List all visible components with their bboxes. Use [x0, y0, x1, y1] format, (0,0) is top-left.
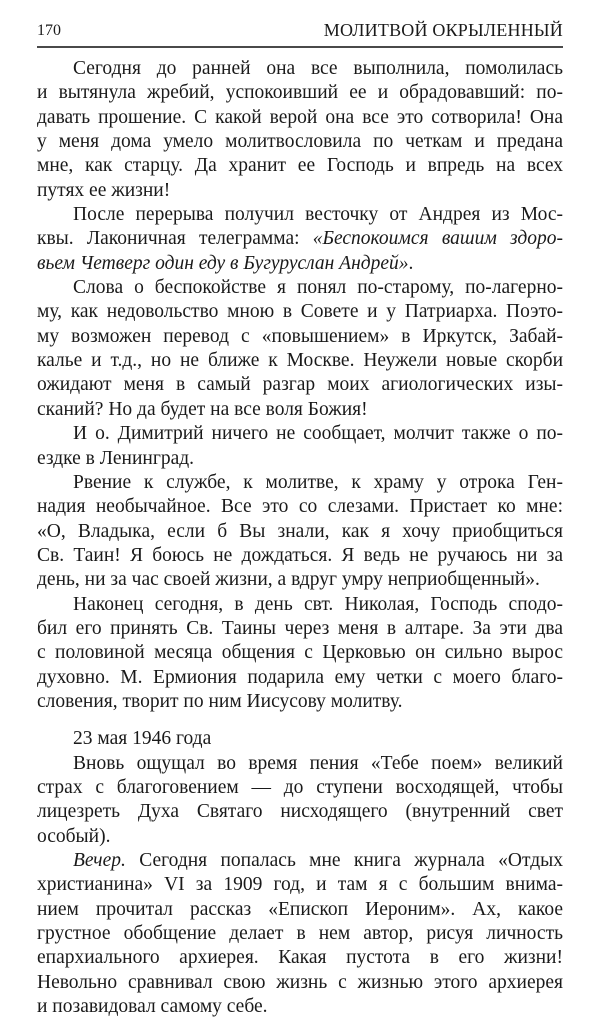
paragraph	[37, 276, 563, 422]
text-line	[37, 849, 563, 873]
running-title: МОЛИТВОЙ ОКРЫЛЕННЫЙ	[323, 20, 563, 40]
text-line: Невольно сравнивал свою жизнь с жизнью этого архиерея	[37, 971, 563, 993]
text-line: Слова о беспокойстве я понял по-старому, по-лагерно-	[73, 277, 563, 299]
telegram-quote: вьем Четверг один еду в Бугуруслан Андрей»	[37, 252, 409, 274]
text-line: путях ее жизни!	[37, 179, 171, 201]
text-line: ездке в Ленинград.	[37, 447, 195, 469]
paragraph	[37, 422, 563, 471]
text-line: му, как недовольство мною в Совете и у Патриарха. Поэто-	[37, 301, 563, 323]
text-line: и позавидовал самому себе.	[37, 996, 268, 1018]
text-line: словения, творит по ним Иисусову молитву.	[37, 690, 403, 712]
page-body	[37, 57, 563, 1019]
diary-date-heading: 23 мая 1946 года	[73, 728, 212, 750]
text-line: духовно. М. Ермиония подарила ему четки с моего благо-	[37, 666, 563, 688]
text-line: с половиной месяца общения с Церковью он сильно вырос	[37, 642, 563, 664]
text-line: мне, как старцу. Да хранит ее Господь и впредь на всех	[37, 155, 563, 177]
text-line: грустное обобщение делает в нем автор, рисуя личность	[37, 923, 563, 945]
text-line: Сегодня до ранней она все выполнила, помолилась	[73, 58, 563, 79]
text-line: калье и т.д., но не ближе к Москве. Неужели новые скорби	[37, 350, 563, 372]
text-line: Вновь ощущал во время пения «Тебе поем» великий	[73, 752, 563, 774]
text-line	[37, 252, 563, 276]
text-line: му возможен перевод с «повышением» в Иркутск, Забай-	[37, 325, 563, 347]
text-line: Наконец сегодня, в день свт. Николая, Господь сподо-	[73, 593, 563, 615]
text-line	[37, 227, 563, 251]
paragraph	[37, 849, 563, 1019]
section-gap	[37, 714, 563, 727]
text-line: и вытянула жребий, успокоивший ее и обрадовавший: по-	[37, 82, 563, 104]
paragraph	[37, 593, 563, 715]
text-line: надия необычайное. Все это со слезами. Пристает ко мне:	[37, 496, 563, 518]
text-line: сканий? Но да будет на все воля Божия!	[37, 398, 368, 420]
text-line: у меня дома умело молитвословила по четкам и предана	[37, 131, 563, 153]
paragraph	[37, 752, 563, 849]
text-line: Рвение к службе, к молитве, к храму у отрока Ген-	[73, 471, 563, 493]
evening-label: Вечер.	[73, 850, 126, 871]
text-line: бил его принять Св. Таины через меня в алтаре. За эти два	[37, 617, 563, 639]
text-line: особый).	[37, 825, 111, 847]
text-line: ожидают меня в самый разгар моих агиологических изы-	[37, 374, 563, 396]
text-line: день, ни за час своей жизни, а вдруг умру неприобщенный».	[37, 569, 540, 591]
text-line: страх с благоговением — до ступени восходящей, чтобы	[37, 776, 563, 798]
text-segment: Сегодня попалась мне книга журнала «Отдых	[125, 850, 563, 871]
text-segment: квы. Лаконичная телеграмма:	[37, 228, 313, 250]
text-line: епархиального архиерея. Какая пустота в его жизни!	[37, 947, 563, 969]
text-line: После перерыва получил весточку от Андрея из Мос-	[73, 204, 563, 226]
text-line: лицезреть Духа Святаго нисходящего (внутренний свет	[37, 801, 563, 823]
page-header	[37, 18, 563, 46]
text-line: христианина» VI за 1909 год, и там я с большим внима-	[37, 874, 563, 896]
text-line: Св. Таин! Я боюсь не дождаться. Я ведь не ручаюсь ни за	[37, 544, 563, 566]
paragraph	[37, 203, 563, 276]
text-line: И о. Димитрий ничего не сообщает, молчит также о по-	[73, 423, 563, 445]
text-line: давать прошение. С какой верой она все это сотворила! Она	[37, 106, 563, 128]
text-line: «О, Владыка, если б Вы знали, как я хочу приобщиться	[37, 520, 563, 542]
telegram-quote: «Беспокоимся вашим здоро-	[312, 228, 563, 250]
text-segment: .	[408, 252, 414, 274]
header-rule	[37, 46, 563, 48]
paragraph	[37, 57, 563, 203]
text-line: нием прочитал рассказ «Епископ Иероним». Ах, какое	[37, 898, 563, 920]
paragraph	[37, 471, 563, 593]
page-number: 170	[37, 22, 61, 39]
